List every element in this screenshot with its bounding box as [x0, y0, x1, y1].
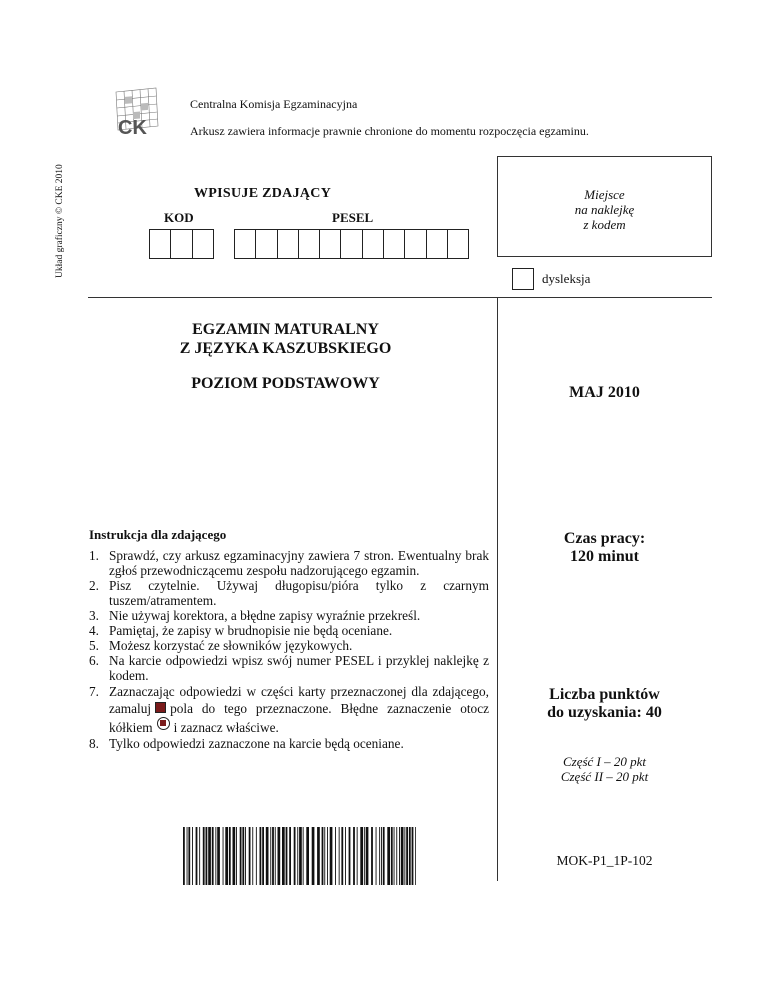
item-text: pola do tego przeznaczone. Błędne zaznaczenie otocz kółkiem	[109, 701, 489, 735]
barcode-bar	[260, 827, 262, 885]
barcode-bar	[223, 827, 224, 885]
pesel-input-boxes[interactable]	[235, 229, 469, 259]
barcode-bar	[409, 827, 411, 885]
graphic-layout-copyright: Układ graficzny © CKE 2010	[55, 164, 65, 278]
barcode-bar	[404, 827, 405, 885]
sticker-line-3: z kodem	[583, 217, 626, 232]
barcode-bar	[383, 827, 385, 885]
instruction-item	[89, 578, 489, 608]
barcode-bar	[208, 827, 211, 885]
kod-input-boxes[interactable]	[150, 229, 214, 259]
barcode-bar	[294, 827, 296, 885]
sticker-line-2: na naklejkę	[574, 202, 635, 217]
barcode-bar	[322, 827, 324, 885]
item-number: 3.	[89, 608, 99, 623]
part-2-points: Część II – 20 pkt	[560, 769, 649, 784]
barcode-bar	[286, 827, 288, 885]
barcode-bar	[236, 827, 237, 885]
barcode-bar	[330, 827, 333, 885]
item-text: Nie używaj korektora, a błędne zapisy wyraźnie przekreśl.	[109, 608, 421, 623]
dyslexia-label: dysleksja	[542, 271, 591, 286]
barcode-bar	[245, 827, 246, 885]
barcode-bar	[229, 827, 231, 885]
instruction-item	[89, 548, 489, 578]
barcode-bar	[357, 827, 358, 885]
barcode-bar	[394, 827, 395, 885]
barcode-bar	[196, 827, 198, 885]
barcode-bar	[401, 827, 404, 885]
barcode-bar	[275, 827, 276, 885]
barcode-bar	[252, 827, 253, 885]
barcode-bar	[324, 827, 325, 885]
barcode-bar	[256, 827, 257, 885]
max-points-value: do uzyskania: 40	[547, 704, 662, 721]
horizontal-divider	[88, 297, 712, 298]
barcode-bar	[349, 827, 351, 885]
barcode-bar	[366, 827, 369, 885]
item-text: Pamiętaj, że zapisy w brudnopisie nie będą oceniane.	[109, 623, 393, 638]
barcode-bar	[396, 827, 397, 885]
kod-digit-box[interactable]	[192, 229, 214, 259]
barcode-bar	[299, 827, 302, 885]
barcode-bar	[188, 827, 190, 885]
barcode-bar	[381, 827, 382, 885]
max-points-label: Liczba punktów	[549, 686, 660, 703]
pesel-digit-box[interactable]	[255, 229, 277, 259]
instructions-list	[89, 548, 489, 751]
circled-square-icon	[157, 717, 170, 730]
pesel-digit-box[interactable]	[383, 229, 405, 259]
item-number: 8.	[89, 736, 99, 751]
barcode-bar	[353, 827, 355, 885]
instruction-item	[89, 638, 489, 653]
pesel-digit-box[interactable]	[447, 229, 469, 259]
pesel-digit-box[interactable]	[319, 229, 341, 259]
barcode-bar	[412, 827, 414, 885]
sticker-line-1: Miejsce	[584, 187, 625, 202]
confidentiality-notice: Arkusz zawiera informacje prawnie chronione do momentu rozpoczęcia egzaminu.	[190, 124, 589, 138]
barcode-bar	[379, 827, 380, 885]
pesel-digit-box[interactable]	[362, 229, 384, 259]
barcode-bar	[303, 827, 304, 885]
barcode-bar	[212, 827, 214, 885]
instructions-title: Instrukcja dla zdającego	[89, 527, 227, 542]
barcode-bar	[240, 827, 242, 885]
kod-label: KOD	[164, 210, 194, 225]
barcode-bar	[345, 827, 346, 885]
barcode-bar	[387, 827, 390, 885]
item-text: Sprawdź, czy arkusz egzaminacyjny zawiera 7 stron. Ewentualny brak zgłoś przewodniczącemu zespołu nadzorującego egzamin.	[109, 548, 489, 578]
barcode-bar	[327, 827, 328, 885]
barcode-bar	[297, 827, 298, 885]
organization-name: Centralna Komisja Egzaminacyjna	[190, 97, 358, 111]
barcode-bar	[215, 827, 216, 885]
barcode-bar	[233, 827, 236, 885]
exam-title-line-2: Z JĘZYKA KASZUBSKIEGO	[179, 340, 392, 357]
sticker-placeholder	[497, 156, 712, 257]
part-1-points: Część I – 20 pkt	[562, 754, 647, 769]
item-number: 7.	[89, 684, 99, 699]
barcode-bar	[249, 827, 251, 885]
barcode-bar	[183, 827, 185, 885]
barcode-bar	[406, 827, 408, 885]
working-time-value: 120 minut	[570, 548, 639, 565]
instruction-item	[89, 683, 489, 736]
barcode-bar	[306, 827, 309, 885]
barcode-bar	[270, 827, 271, 885]
barcode	[183, 827, 416, 885]
item-text: Pisz czytelnie. Używaj długopisu/pióra tylko z czarnym tuszem/atramentem.	[109, 578, 489, 608]
sticker-placeholder-text	[498, 187, 711, 232]
pesel-digit-box[interactable]	[234, 229, 256, 259]
barcode-bar	[317, 827, 320, 885]
barcode-bar	[312, 827, 315, 885]
barcode-bar	[206, 827, 208, 885]
pesel-digit-box[interactable]	[426, 229, 448, 259]
barcode-bar	[360, 827, 363, 885]
barcode-bar	[192, 827, 193, 885]
max-points	[497, 686, 712, 722]
barcode-bar	[217, 827, 220, 885]
barcode-bar	[364, 827, 365, 885]
item-text: Na karcie odpowiedzi wpisz swój numer PESEL i przyklej naklejkę z kodem.	[109, 653, 489, 683]
barcode-bar	[278, 827, 281, 885]
instruction-item	[89, 623, 489, 638]
exam-date: MAJ 2010	[569, 384, 640, 401]
pesel-digit-box[interactable]	[277, 229, 299, 259]
barcode-bar	[391, 827, 393, 885]
pesel-digit-box[interactable]	[298, 229, 320, 259]
barcode-bar	[399, 827, 400, 885]
item-number: 6.	[89, 653, 99, 668]
instruction-item	[89, 653, 489, 683]
barcode-bar	[335, 827, 336, 885]
instruction-item	[89, 608, 489, 623]
item-text: Możesz korzystać ze słowników językowych.	[109, 638, 353, 653]
exam-code: MOK-P1_1P-102	[556, 853, 653, 868]
barcode-bar	[187, 827, 188, 885]
cke-logo	[112, 86, 176, 138]
exam-title-line-1: EGZAMIN MATURALNY	[192, 321, 379, 338]
item-text: i zaznacz właściwe.	[173, 720, 279, 735]
filled-square-icon	[155, 702, 166, 713]
barcode-bar	[225, 827, 228, 885]
barcode-bar	[376, 827, 377, 885]
pesel-digit-box[interactable]	[340, 229, 362, 259]
barcode-bar	[341, 827, 343, 885]
kod-digit-box[interactable]	[170, 229, 192, 259]
barcode-bar	[203, 827, 205, 885]
barcode-bar	[199, 827, 200, 885]
dyslexia-checkbox[interactable]	[512, 268, 534, 290]
exam-level: POZIOM PODSTAWOWY	[191, 375, 380, 392]
kod-digit-box[interactable]	[149, 229, 171, 259]
item-number: 5.	[89, 638, 99, 653]
candidate-section-title: WPISUJE ZDAJĄCY	[194, 186, 332, 201]
barcode-bar	[272, 827, 274, 885]
barcode-bar	[415, 827, 416, 885]
item-text: Zaznaczając odpowiedzi w części karty przeznaczonej dla zdającego, zamaluj	[109, 684, 489, 716]
item-number: 1.	[89, 548, 99, 563]
pesel-label: PESEL	[332, 210, 374, 225]
working-time	[497, 530, 712, 566]
barcode-bar	[289, 827, 291, 885]
pesel-digit-box[interactable]	[404, 229, 426, 259]
logo-text: CK	[118, 117, 147, 138]
barcode-bar	[339, 827, 340, 885]
barcode-bar	[262, 827, 264, 885]
item-number: 2.	[89, 578, 99, 593]
barcode-bar	[242, 827, 244, 885]
item-number: 4.	[89, 623, 99, 638]
barcode-bar	[371, 827, 373, 885]
barcode-bar	[266, 827, 269, 885]
item-text: Tylko odpowiedzi zaznaczone na karcie będą oceniane.	[109, 736, 404, 751]
instruction-item	[89, 736, 489, 751]
barcode-bar	[282, 827, 285, 885]
working-time-label: Czas pracy:	[563, 530, 646, 547]
